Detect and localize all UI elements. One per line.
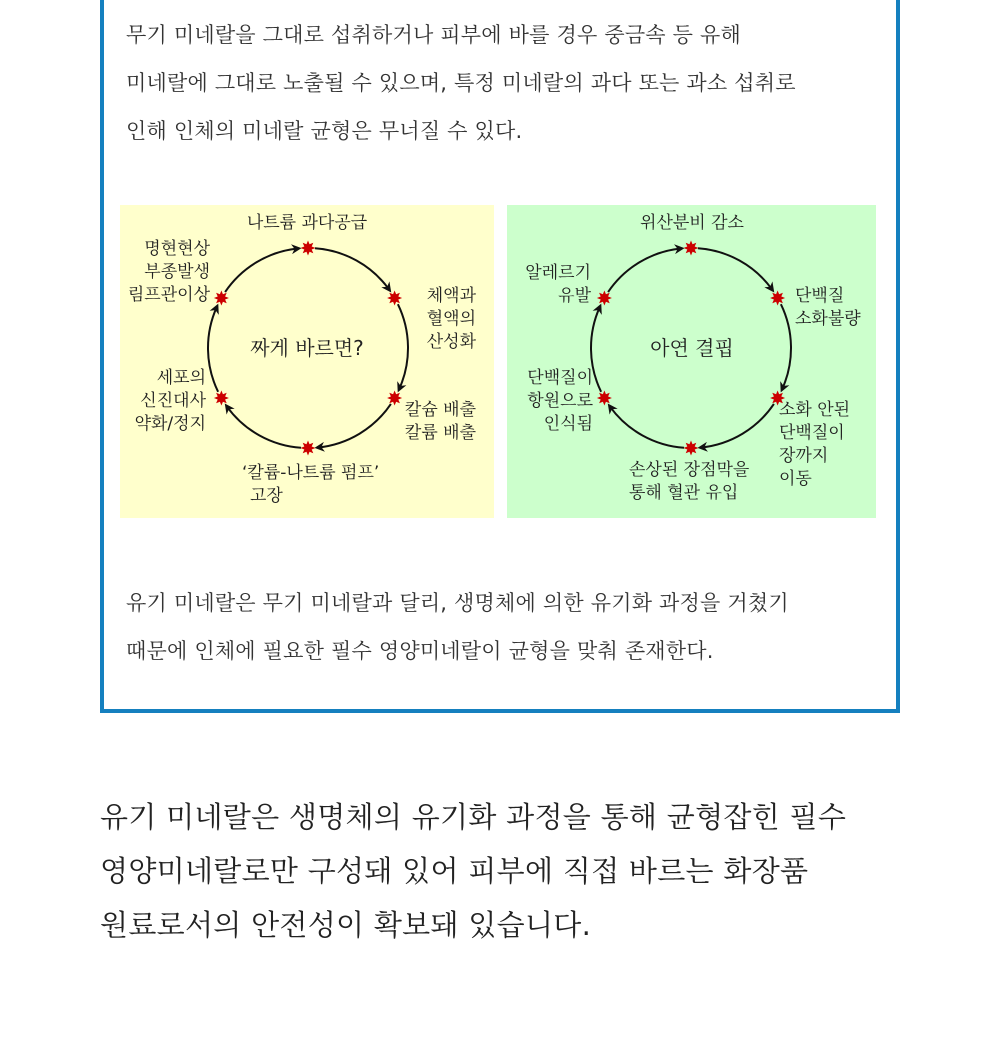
cycle-arrow <box>610 407 684 448</box>
cycle-node <box>387 291 402 306</box>
node-label-top-left: 알레르기 유발 <box>525 263 591 306</box>
cycle-node <box>301 241 316 256</box>
cycle-arrow <box>227 407 301 448</box>
intro-paragraph <box>126 11 896 155</box>
node-label-right-lower: 칼슘 배출 칼륨 배출 <box>404 400 476 443</box>
cycle-arrow <box>698 248 772 289</box>
node-label-right-lower: 소화 안된 단백질이 장까지 이동 <box>779 400 851 489</box>
closing-line: 영양미네랄로만 구성돼 있어 피부에 직접 바르는 화장품 <box>100 854 809 888</box>
outro-paragraph <box>126 579 896 675</box>
node-label-bottom: ‘칼륨-나트륨 펌프’ 고장 <box>242 463 380 506</box>
outro-line: 유기 미네랄은 무기 미네랄과 달리, 생명체에 의한 유기화 과정을 거쳤기 <box>126 591 789 615</box>
cycle-arrow <box>315 248 389 289</box>
cycle-arrow <box>318 404 390 448</box>
node-label-top: 위산분비 감소 <box>640 213 744 233</box>
node-label-top: 나트륨 과다공급 <box>246 213 368 233</box>
cycle-arrow <box>608 249 680 293</box>
cycle-node <box>214 391 229 406</box>
closing-paragraph <box>100 790 920 952</box>
node-label-left-lower: 단백질이 항원으로 인식됨 <box>527 368 593 434</box>
sodium-cycle-diagram <box>120 205 494 518</box>
intro-line: 미네랄에 그대로 노출될 수 있으며, 특정 미네랄의 과다 또는 과소 섭취로 <box>126 71 796 95</box>
cycle-node <box>684 241 699 256</box>
cycle-arrow <box>225 249 297 293</box>
cycle-node <box>770 291 785 306</box>
center-label: 짜게 바르면? <box>250 336 364 360</box>
closing-line: 유기 미네랄은 생명체의 유기화 과정을 통해 균형잡힌 필수 <box>100 800 847 834</box>
cycle-node <box>597 291 612 306</box>
info-box <box>100 0 900 713</box>
node-label-top-right: 단백질 소화불량 <box>795 286 861 329</box>
outro-line: 때문에 인체에 필요한 필수 영양미네랄이 균형을 맞춰 존재한다. <box>126 639 714 663</box>
node-label-left-lower: 세포의 신진대사 약화/정지 <box>134 368 206 434</box>
closing-line: 원료로서의 안전성이 확보돼 있습니다. <box>100 908 592 942</box>
cycle-node <box>684 441 699 456</box>
cycle-node <box>301 441 316 456</box>
cycle-arrow <box>208 307 218 392</box>
cycle-node <box>597 391 612 406</box>
intro-line: 무기 미네랄을 그대로 섭취하거나 피부에 바를 경우 중금속 등 유해 <box>126 23 741 47</box>
node-label-bottom: 손상된 장점막을 통해 혈관 유입 <box>629 460 750 503</box>
node-label-top-left: 명현현상 부종발생 림프관이상 <box>127 239 210 305</box>
zinc-deficiency-diagram <box>507 205 876 518</box>
cycle-arrow <box>781 304 791 389</box>
center-label: 아연 결핍 <box>650 336 734 360</box>
node-label-right-upper: 체액과 혈액의 산성화 <box>426 286 476 352</box>
intro-line: 인해 인체의 미네랄 균형은 무너질 수 있다. <box>126 119 523 143</box>
cycle-node <box>214 291 229 306</box>
cycle-arrow <box>701 404 773 448</box>
